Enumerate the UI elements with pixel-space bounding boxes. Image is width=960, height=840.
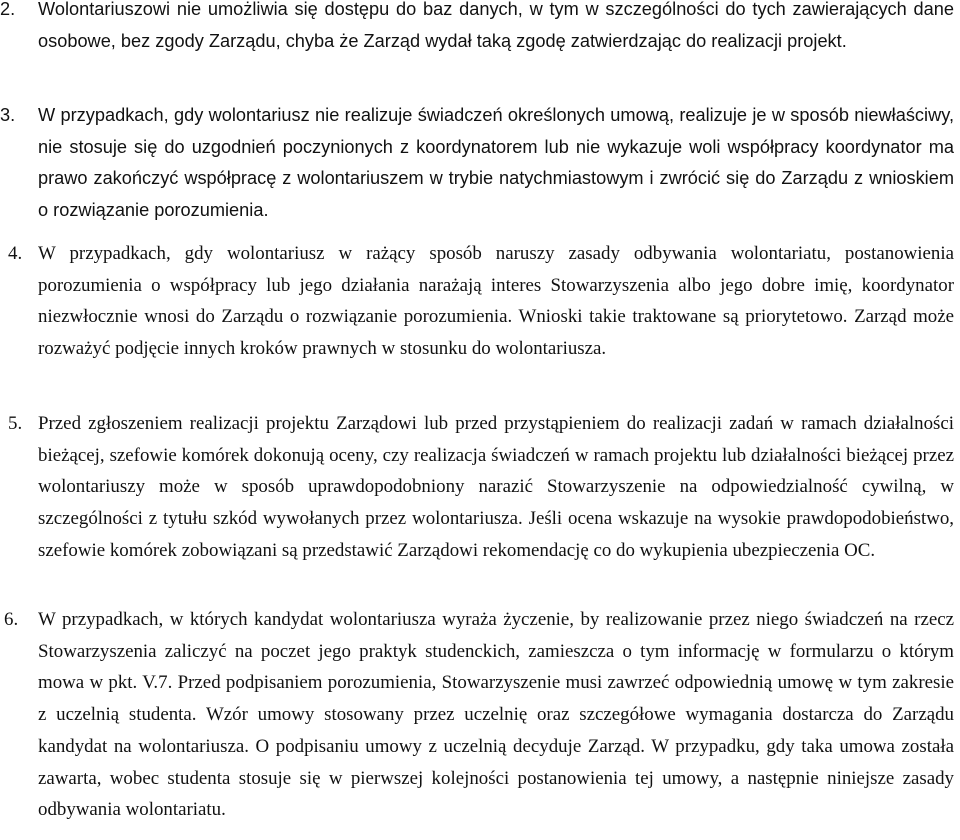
item-number: 5. [8, 413, 23, 434]
item-text: W przypadkach, gdy wolontariusz w rażący sposób naruszy zasady odbywania wolontariatu, postanowienia porozumienia o współpracy lub jego działania narażają interes Stowarzyszenia albo jego dobre imię, koordynator niezwłocznie wnosi do Zarządu o rozwiązanie porozumienia. Wnioski takie traktowane są priorytetowo. Zarząd może rozważyć podjęcie innych kroków prawnych w stosunku do wolontariusza. [38, 243, 954, 360]
item-text: W przypadkach, w których kandydat wolontariusza wyraża życzenie, by realizowanie przez niego świadczeń na rzecz Stowarzyszenia zaliczyć na poczet jego praktyk studenckich, zamieszcza o tym informację w formularzu o którym mowa w pkt. V.7. Przed podpisaniem porozumienia, Stowarzyszenie musi zawrzeć odpowiednią umowę w tym zakresie z uczelnią studenta. Wzór umowy stosowany przez uczelnię oraz szczegółowe wymagania dostarcza do Zarządu kandydat na wolontariusza. O podpisaniu umowy z uczelnią decyduje Zarząd. W przypadku, gdy taka umowa została zawarta, wobec studenta stosuje się w pierwszej kolejności postanowienia tej umowy, a następnie niniejsze zasady odbywania wolontariatu. [38, 609, 954, 821]
list-item-4 [0, 238, 954, 365]
list-item-5 [0, 408, 954, 567]
list-item-6 [0, 604, 954, 826]
item-text: Przed zgłoszeniem realizacji projektu Zarządowi lub przed przystąpieniem do realizacji zadań w ramach działalności bieżącej, szefowie komórek dokonują oceny, czy realizacja świadczeń w ramach projektu lub działalności bieżącej przez wolontariuszy może w sposób uprawdopodobniony narazić Stowarzyszenie na odpowiedzialność cywilną, w szczególności z tytułu szkód wywołanych przez wolontariusza. Jeśli ocena wskazuje na wysokie prawdopodobieństwo, szefowie komórek zobowiązani są przedstawić Zarządowi rekomendację co do wykupienia ubezpieczenia OC. [38, 413, 954, 561]
list-item-2 [0, 0, 954, 57]
item-text: W przypadkach, gdy wolontariusz nie realizuje świadczeń określonych umową, realizuje je w sposób niewłaściwy, nie stosuje się do uzgodnień poczynionych z koordynatorem lub nie wykazuje woli współpracy koordynator ma prawo zakończyć współpracę z wolontariuszem w trybie natychmiastowym i zwrócić się do Zarządu z wnioskiem o rozwiązanie porozumienia. [38, 105, 954, 221]
item-text: Wolontariuszowi nie umożliwia się dostępu do baz danych, w tym w szczególności do tych zawierających dane osobowe, bez zgody Zarządu, chyba że Zarząd wydał taką zgodę zatwierdzając do realizacji projekt. [38, 0, 954, 51]
item-number: 4. [8, 243, 23, 264]
item-number: 6. [4, 609, 19, 630]
item-number: 3. [0, 105, 16, 125]
list-item-3 [0, 100, 954, 227]
item-number: 2. [0, 0, 16, 19]
